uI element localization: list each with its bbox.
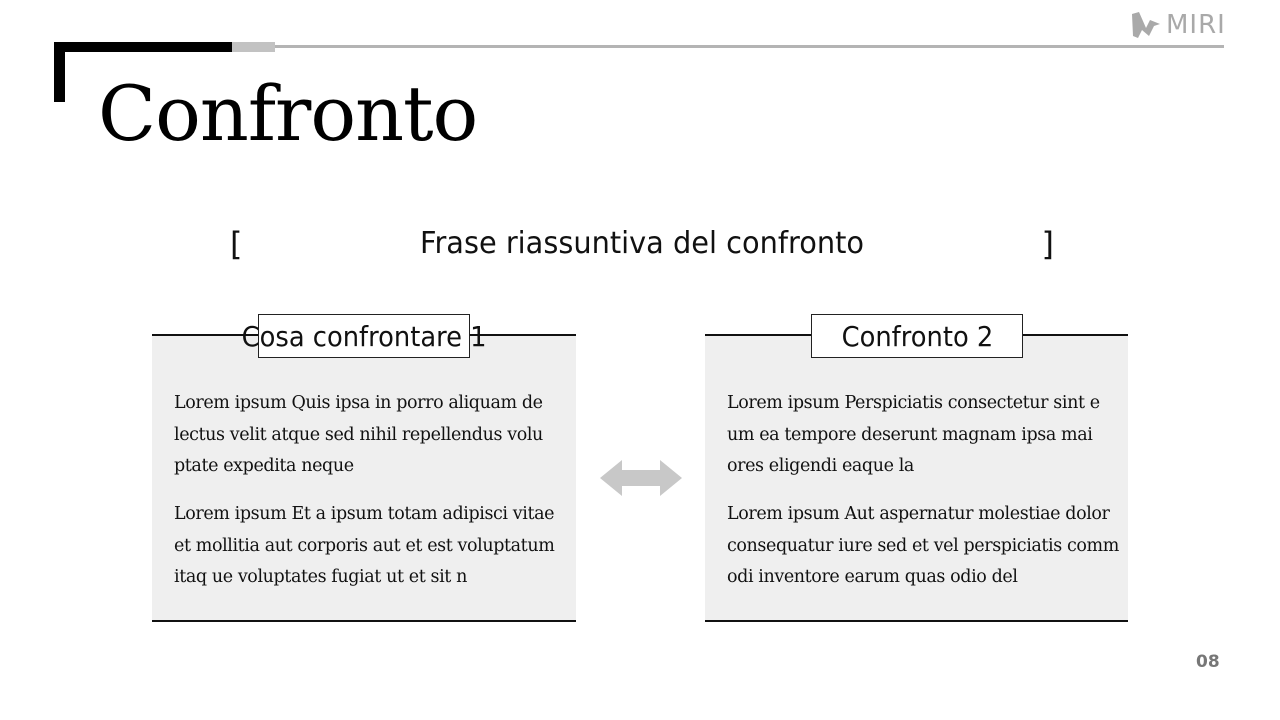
summary-sentence <box>228 222 1056 266</box>
comparison-card-1 <box>152 319 576 622</box>
card-2-paragraph-2: Lorem ipsum Aut aspernatur molestiae dolor consequatur iure sed et vel perspiciatis comm odi inventore earum quas odio del <box>727 504 1119 587</box>
header-accent-grey <box>232 42 275 52</box>
comparison-card-2 <box>705 319 1128 622</box>
card-1-paragraph-1: Lorem ipsum Quis ipsa in porro aliquam de lectus velit atque sed nihil repellendus volu ptate expedita neque <box>174 393 543 476</box>
comparison-label-1: Cosa confrontare 1 <box>258 314 470 358</box>
page-number: 08 <box>1196 652 1220 672</box>
header-accent-bar <box>54 42 232 52</box>
header-rule <box>275 45 1224 48</box>
header-accent-vertical <box>54 42 65 102</box>
page-title: Confronto <box>98 69 478 158</box>
double-arrow-icon <box>598 458 684 498</box>
card-1-paragraph-2: Lorem ipsum Et a ipsum totam adipisci vitae et mollitia aut corporis aut et est voluptatum itaq ue voluptates fugiat ut et sit n <box>174 504 555 587</box>
card-2-paragraph-1: Lorem ipsum Perspiciatis consectetur sint e um ea tempore deserunt magnam ipsa mai ores eligendi eaque la <box>727 393 1100 476</box>
summary-text: Frase riassuntiva del confronto <box>420 226 864 261</box>
logo <box>1130 8 1226 42</box>
bracket-right: ] <box>1041 225 1054 263</box>
bracket-left: [ <box>230 225 243 263</box>
miri-logo-mark-icon <box>1130 10 1162 40</box>
logo-text: MIRI <box>1166 10 1226 40</box>
comparison-label-2: Confronto 2 <box>811 314 1023 358</box>
